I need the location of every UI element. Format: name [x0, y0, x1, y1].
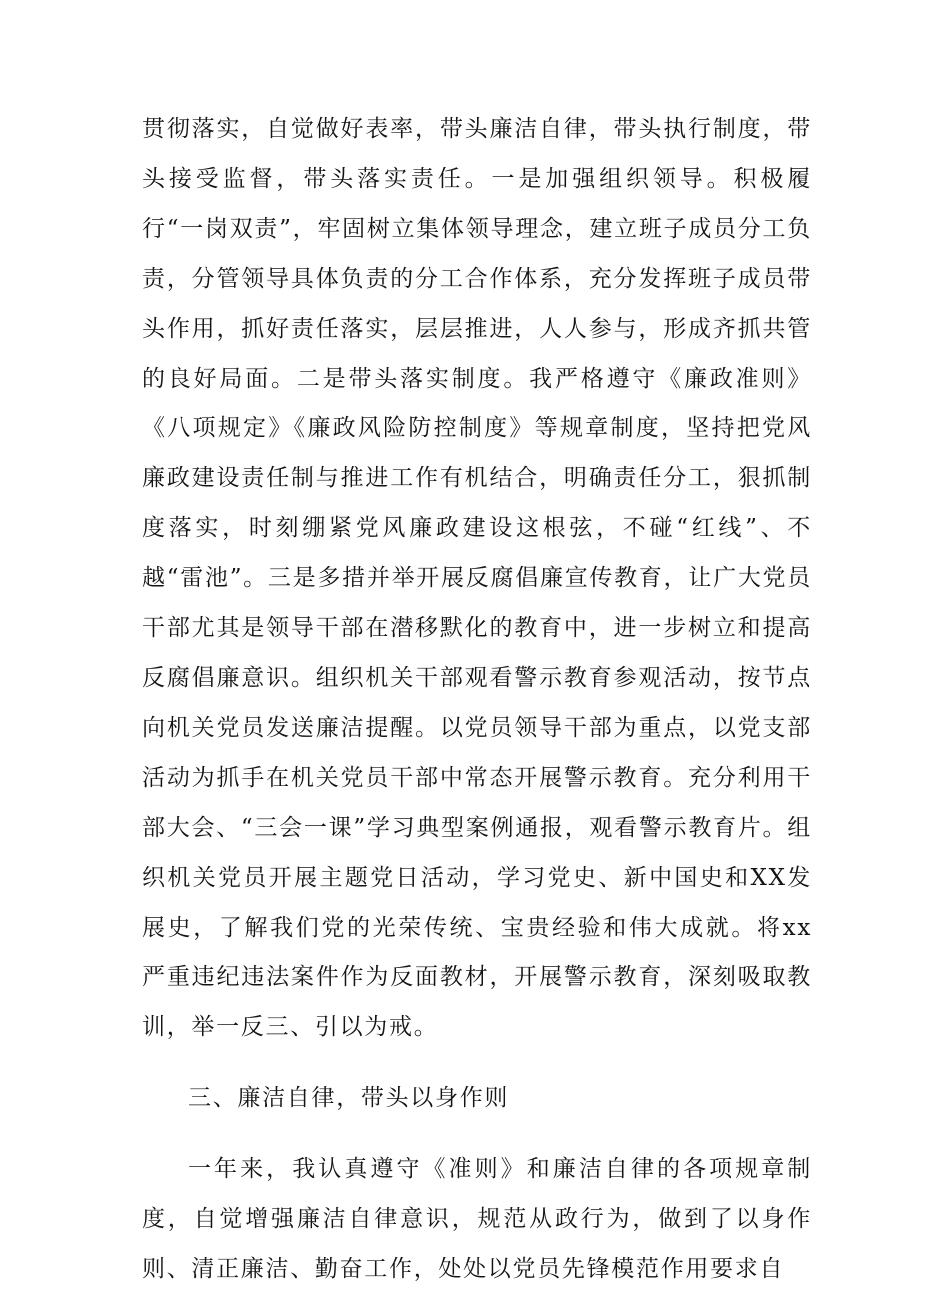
- document-body: [142, 105, 812, 1295]
- closing-paragraph: 一年来，我认真遵守《准则》和廉洁自律的各项规章制度，自觉增强廉洁自律意识，规范从政行为，做到了以身作则、清正廉洁、勤奋工作，处处以党员先锋模范作用要求自: [142, 1156, 812, 1282]
- section-heading: 三、廉洁自律，带头以身作则: [188, 1085, 510, 1112]
- body-paragraph: 贯彻落实，自觉做好表率，带头廉洁自律，带头执行制度，带头接受监督，带头落实责任。一是加强组织领导。积极履行“一岗双责”，牢固树立集体领导理念，建立班子成员分工负责，分管领导具体负责的分工合作体系，充分发挥班子成员带头作用，抓好责任落实，层层推进，人人参与，形成齐抓共管的良好局面。二是带头落实制度。我严格遵守《廉政准则》《八项规定》《廉政风险防控制度》等规章制度，坚持把党风廉政建设责任制与推进工作有机结合，明确责任分工，狠抓制度落实，时刻绷紧党风廉政建设这根弦，不碰“红线”、不越“雷池”。三是多措并举开展反腐倡廉宣传教育，让广大党员干部尤其是领导干部在潜移默化的教育中，进一步树立和提高反腐倡廉意识。组织机关干部观看警示教育参观活动，按节点向机关党员发送廉洁提醒。以党员领导干部为重点，以党支部活动为抓手在机关党员干部中常态开展警示教育。充分利用干部大会、“三会一课”学习典型案例通报，观看警示教育片。组织机关党员开展主题党日活动，学习党史、新中国史和XX发展史，了解我们党的光荣传统、宝贵经验和伟大成就。将xx严重违纪违法案件作为反面教材，开展警示教育，深刻吸取教训，举一反三、引以为戒。: [142, 116, 812, 1041]
